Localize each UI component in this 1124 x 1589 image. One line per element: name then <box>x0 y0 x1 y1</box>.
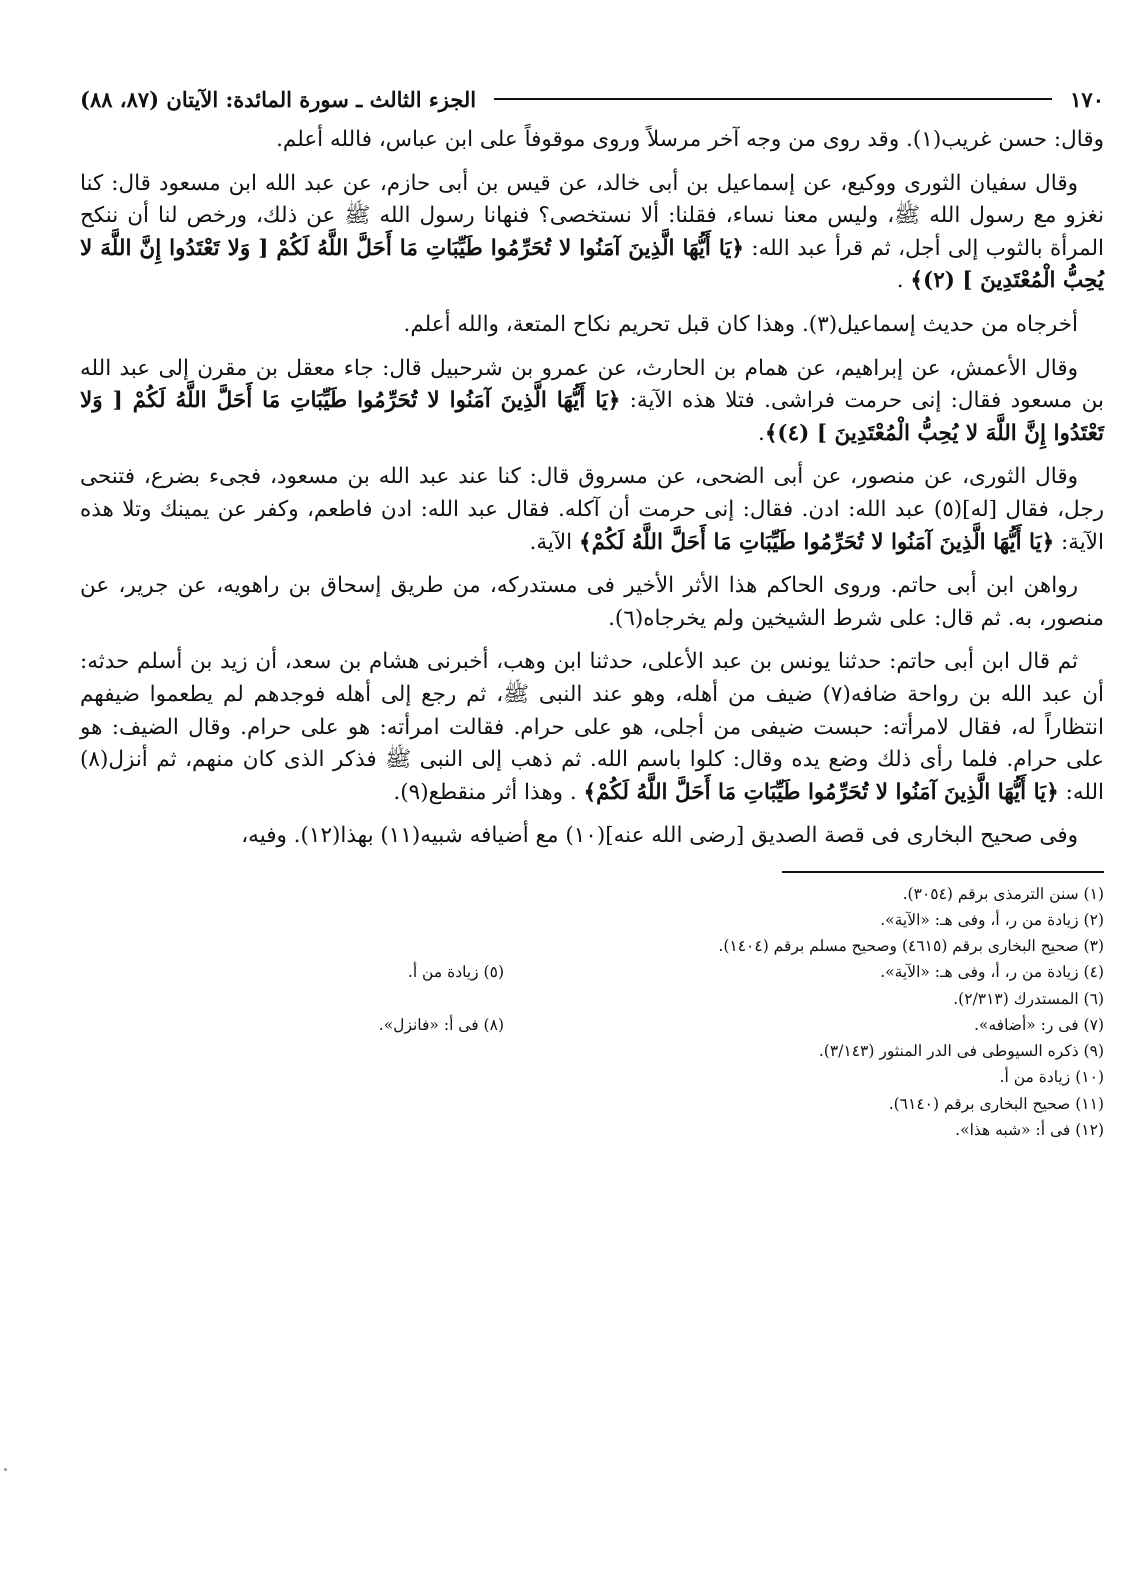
footnote <box>80 1117 504 1143</box>
footnote-row <box>80 1012 1104 1038</box>
footnote <box>80 1064 504 1090</box>
paragraph-4: وقال الأعمش، عن إبراهيم، عن همام بن الحارث، عن عمرو بن شرحبيل قال: جاء معقل بن مقرن إلى عبد الله بن مسعود فقال: إنى حرمت فراشى. فتلا هذه الآية: ﴿يَا أَيُّهَا الَّذِينَ آمَنُوا لا تُحَرِّمُوا طَيِّبَاتِ مَا أَحَلَّ اللَّهُ لَكُمْ [ وَلا تَعْتَدُوا إِنَّ اللَّهَ لا يُحِبُّ الْمُعْتَدِينَ ] (٤)﴾. <box>80 355 1104 446</box>
paragraph-1: وقال: حسن غريب(١). وقد روى من وجه آخر مرسلاً وروى موقوفاً على ابن عباس، فالله أعلم. <box>276 127 1104 152</box>
footnote-row <box>80 986 1104 1012</box>
paragraph-7: ثم قال ابن أبى حاتم: حدثنا يونس بن عبد الأعلى، حدثنا ابن وهب، أخبرنى هشام بن سعد، أن زيد بن أسلم حدثه: أن عبد الله بن رواحة ضافه(٧) ضيف من أهله، وهو عند النبى ﷺ، ثم رجع إلى أهله فوجدهم لم يطعموا ضيفهم انتظاراً له، فقال لامرأته: حبست ضيفى من أجلى، هو على حرام. فقالت امرأته: هو على حرام. وقال الضيف: هو على حرام. فلما رأى ذلك وضع يده وقال: كلوا باسم الله. ثم ذهب إلى النبى ﷺ فذكر الذى كان منهم، ثم أنزل(٨) الله: ﴿يَا أَيُّهَا الَّذِينَ آمَنُوا لا تُحَرِّمُوا طَيِّبَاتِ مَا أَحَلَّ اللَّهُ لَكُمْ﴾ . وهذا أثر منقطع(٩). <box>80 649 1104 805</box>
footnote-row <box>80 1091 1104 1117</box>
footnote: (٦) المستدرك (٢/٣١٣). <box>953 989 1104 1008</box>
paragraph-8: وفى صحيح البخارى فى قصة الصديق [رضى الله عنه](١٠) مع أضيافه شبيه(١١) بهذا(١٢). وفيه، <box>241 823 1078 849</box>
footnote: (٢) زيادة من ر، أ، وفى هـ: «الآية». <box>880 911 1104 930</box>
paragraph-5: وقال الثورى، عن منصور، عن أبى الضحى، عن مسروق قال: كنا عند عبد الله بن مسعود، فجىء بضرع، فتنحى رجل، فقال [له](٥) عبد الله: ادن. فقال: إنى حرمت أن آكله. فقال عبد الله: ادن فاطعم، وكفر عن يمينك وتلا هذه الآية: ﴿يَا أَيُّهَا الَّذِينَ آمَنُوا لا تُحَرِّمُوا طَيِّبَاتِ مَا أَحَلَّ اللَّهُ لَكُمْ﴾ الآية. <box>80 464 1104 555</box>
footnote: (٣) صحيح البخارى برقم (٤٦١٥) وصحيح مسلم برقم (١٤٠٤). <box>718 937 1104 956</box>
footnote: (١) سنن الترمذى برقم (٣٠٥٤). <box>902 884 1104 903</box>
footnote: (٥) زيادة من أ. <box>407 963 504 982</box>
scan-speck <box>4 1468 7 1471</box>
footnote: (٧) فى ر: «أضافه». <box>973 1015 1104 1034</box>
footnote-row <box>80 1038 1104 1064</box>
footnote <box>80 986 504 1012</box>
main-text <box>80 124 1104 853</box>
footnote: (١١) صحيح البخارى برقم (٦١٤٠). <box>888 1094 1104 1113</box>
footnote: (٩) ذكره السيوطى فى الدر المنثور (٣/١٤٣). <box>818 1042 1104 1061</box>
footnote-row <box>80 959 1104 985</box>
header-rule <box>494 98 1052 100</box>
footnote: (١٠) زيادة من أ. <box>999 1068 1104 1087</box>
quran-verse: ﴿يَا أَيُّهَا الَّذِينَ آمَنُوا لا تُحَرِّمُوا طَيِّبَاتِ مَا أَحَلَّ اللَّهُ لَكُمْ﴾ <box>578 529 1055 555</box>
footnotes <box>80 881 1104 1143</box>
footnote-row <box>80 1117 1104 1143</box>
paragraph-2: وقال سفيان الثورى ووكيع، عن إسماعيل بن أبى خالد، عن قيس بن أبى حازم، عن عبد الله ابن مسعود قال: كنا نغزو مع رسول الله ﷺ، وليس معنا نساء، فقلنا: ألا نستخصى؟ فنهانا رسول الله ﷺ عن ذلك، ورخص لنا أن ننكح المرأة بالثوب إلى أجل، ثم قرأ عبد الله: ﴿يَا أَيُّهَا الَّذِينَ آمَنُوا لا تُحَرِّمُوا طَيِّبَاتِ مَا أَحَلَّ اللَّهُ لَكُمْ [ وَلا تَعْتَدُوا إِنَّ اللَّهَ لا يُحِبُّ الْمُعْتَدِينَ ] (٢)﴾ . <box>80 170 1104 294</box>
book-page <box>80 82 1104 1143</box>
paragraph-3: أخرجاه من حديث إسماعيل(٣). وهذا كان قبل تحريم نكاح المتعة، والله أعلم. <box>403 311 1078 337</box>
running-header <box>80 82 1104 116</box>
footnote-row <box>80 933 1104 959</box>
footnote-row <box>80 881 1104 907</box>
footnote <box>80 1091 504 1117</box>
page-number: ١٧٠ <box>1070 86 1104 112</box>
footnote <box>80 1038 504 1064</box>
header-title: الجزء الثالث ـ سورة المائدة: الآيتان (٨٧، ٨٨) <box>80 86 477 112</box>
quran-verse: ﴿يَا أَيُّهَا الَّذِينَ آمَنُوا لا تُحَرِّمُوا طَيِّبَاتِ مَا أَحَلَّ اللَّهُ لَكُمْ﴾ <box>583 779 1059 805</box>
footnote <box>80 933 504 959</box>
paragraph-6: رواهن ابن أبى حاتم. وروى الحاكم هذا الأثر الأخير فى مستدركه، من طريق إسحاق بن راهويه، عن جرير، عن منصور، به. ثم قال: على شرط الشيخين ولم يخرجاه(٦). <box>80 573 1104 631</box>
quran-verse: ﴿يَا أَيُّهَا الَّذِينَ آمَنُوا لا تُحَرِّمُوا طَيِّبَاتِ مَا أَحَلَّ اللَّهُ لَكُمْ [ وَلا تَعْتَدُوا إِنَّ اللَّهَ لا يُحِبُّ الْمُعْتَدِينَ ] (٢)﴾ <box>80 235 1104 294</box>
footnote: (٨) فى أ: «فانزل». <box>378 1015 504 1034</box>
footnote: (١٢) فى أ: «شبه هذا». <box>955 1120 1104 1139</box>
footnote-divider <box>782 871 1104 873</box>
quran-verse: ﴿يَا أَيُّهَا الَّذِينَ آمَنُوا لا تُحَرِّمُوا طَيِّبَاتِ مَا أَحَلَّ اللَّهُ لَكُمْ [ وَلا تَعْتَدُوا إِنَّ اللَّهَ لا يُحِبُّ الْمُعْتَدِينَ ] (٤)﴾ <box>80 388 1104 446</box>
footnote <box>80 907 504 933</box>
footnote-row <box>80 1064 1104 1090</box>
footnote <box>80 881 504 907</box>
footnote-row <box>80 907 1104 933</box>
footnote: (٤) زيادة من ر، أ، وفى هـ: «الآية». <box>880 963 1104 982</box>
